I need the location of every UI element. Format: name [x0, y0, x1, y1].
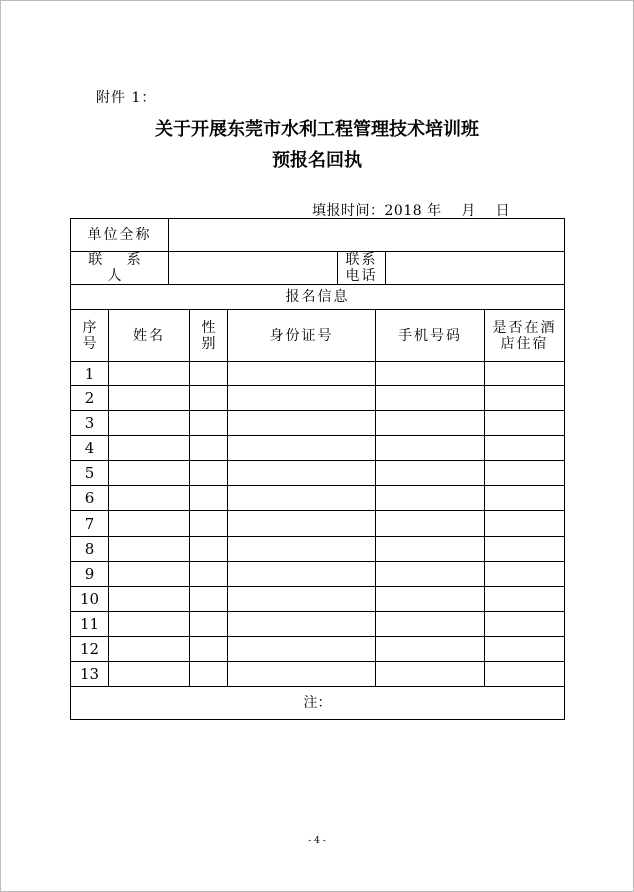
- column-header-hotel: 是否在酒 店住宿: [485, 310, 565, 362]
- column-header-gender: 性 别: [190, 310, 228, 362]
- registration-form-table: [70, 218, 565, 720]
- row-number: 1: [71, 362, 109, 386]
- gender-cell[interactable]: [190, 411, 228, 436]
- id-number-cell[interactable]: [228, 662, 376, 687]
- gender-cell[interactable]: [190, 587, 228, 612]
- table-row: [71, 461, 565, 486]
- row-number: 3: [71, 411, 109, 436]
- gender-cell[interactable]: [190, 662, 228, 687]
- name-cell[interactable]: [109, 511, 190, 537]
- name-cell[interactable]: [109, 461, 190, 486]
- name-cell[interactable]: [109, 537, 190, 562]
- hotel-cell[interactable]: [485, 436, 565, 461]
- mobile-cell[interactable]: [376, 486, 485, 511]
- mobile-cell[interactable]: [376, 362, 485, 386]
- hotel-cell[interactable]: [485, 612, 565, 637]
- mobile-cell[interactable]: [376, 411, 485, 436]
- name-cell[interactable]: [109, 587, 190, 612]
- id-number-cell[interactable]: [228, 587, 376, 612]
- table-row: [71, 386, 565, 411]
- id-number-cell[interactable]: [228, 562, 376, 587]
- contact-label: 联 系 人: [71, 252, 169, 285]
- gender-cell[interactable]: [190, 612, 228, 637]
- contact-value[interactable]: [169, 252, 338, 285]
- table-row: [71, 486, 565, 511]
- page-number: - 4 -: [308, 836, 326, 846]
- hotel-cell[interactable]: [485, 461, 565, 486]
- table-row: [71, 537, 565, 562]
- org-label: 单位全称: [71, 219, 169, 252]
- column-header-mobile: 手机号码: [376, 310, 485, 362]
- mobile-cell[interactable]: [376, 511, 485, 537]
- table-row: [71, 612, 565, 637]
- name-cell[interactable]: [109, 362, 190, 386]
- column-header-id-number: 身份证号: [228, 310, 376, 362]
- table-row: [71, 662, 565, 687]
- row-number: 10: [71, 587, 109, 612]
- phone-label: 联系电话: [338, 252, 386, 285]
- row-number: 4: [71, 436, 109, 461]
- fill-date: 填报时间：2018 年 月 日: [312, 203, 511, 219]
- name-cell[interactable]: [109, 411, 190, 436]
- hotel-cell[interactable]: [485, 511, 565, 537]
- row-number: 2: [71, 386, 109, 411]
- gender-cell[interactable]: [190, 461, 228, 486]
- table-row: [71, 587, 565, 612]
- hotel-cell[interactable]: [485, 386, 565, 411]
- name-cell[interactable]: [109, 612, 190, 637]
- hotel-cell[interactable]: [485, 411, 565, 436]
- id-number-cell[interactable]: [228, 436, 376, 461]
- column-header-seq: 序 号: [71, 310, 109, 362]
- mobile-cell[interactable]: [376, 612, 485, 637]
- hotel-cell[interactable]: [485, 486, 565, 511]
- gender-cell[interactable]: [190, 362, 228, 386]
- column-header-name: 姓名: [109, 310, 190, 362]
- id-number-cell[interactable]: [228, 511, 376, 537]
- section-header: 报名信息: [71, 285, 565, 310]
- hotel-cell[interactable]: [485, 637, 565, 662]
- hotel-cell[interactable]: [485, 537, 565, 562]
- row-number: 5: [71, 461, 109, 486]
- mobile-cell[interactable]: [376, 461, 485, 486]
- gender-cell[interactable]: [190, 511, 228, 537]
- table-row: [71, 562, 565, 587]
- mobile-cell[interactable]: [376, 587, 485, 612]
- id-number-cell[interactable]: [228, 486, 376, 511]
- hotel-cell[interactable]: [485, 362, 565, 386]
- id-number-cell[interactable]: [228, 362, 376, 386]
- table-row: [71, 411, 565, 436]
- name-cell[interactable]: [109, 486, 190, 511]
- gender-cell[interactable]: [190, 386, 228, 411]
- phone-value[interactable]: [386, 252, 565, 285]
- name-cell[interactable]: [109, 436, 190, 461]
- mobile-cell[interactable]: [376, 436, 485, 461]
- row-number: 6: [71, 486, 109, 511]
- note-label: 注：: [71, 687, 565, 720]
- id-number-cell[interactable]: [228, 612, 376, 637]
- name-cell[interactable]: [109, 386, 190, 411]
- table-row: [71, 637, 565, 662]
- row-number: 7: [71, 511, 109, 537]
- id-number-cell[interactable]: [228, 386, 376, 411]
- table-row: [71, 362, 565, 386]
- table-row: [71, 511, 565, 537]
- row-number: 13: [71, 662, 109, 687]
- row-number: 8: [71, 537, 109, 562]
- gender-cell[interactable]: [190, 562, 228, 587]
- mobile-cell[interactable]: [376, 637, 485, 662]
- mobile-cell[interactable]: [376, 562, 485, 587]
- hotel-cell[interactable]: [485, 562, 565, 587]
- row-number: 12: [71, 637, 109, 662]
- mobile-cell[interactable]: [376, 662, 485, 687]
- name-cell[interactable]: [109, 562, 190, 587]
- table-row: [71, 436, 565, 461]
- gender-cell[interactable]: [190, 637, 228, 662]
- mobile-cell[interactable]: [376, 386, 485, 411]
- attachment-label: 附件 1：: [96, 90, 157, 106]
- hotel-cell[interactable]: [485, 587, 565, 612]
- id-number-cell[interactable]: [228, 637, 376, 662]
- document-subtitle: 预报名回执: [272, 150, 362, 171]
- id-number-cell[interactable]: [228, 461, 376, 486]
- gender-cell[interactable]: [190, 436, 228, 461]
- hotel-cell[interactable]: [485, 662, 565, 687]
- name-cell[interactable]: [109, 637, 190, 662]
- document-title: 关于开展东莞市水利工程管理技术培训班: [155, 119, 479, 140]
- mobile-cell[interactable]: [376, 537, 485, 562]
- name-cell[interactable]: [109, 662, 190, 687]
- id-number-cell[interactable]: [228, 537, 376, 562]
- id-number-cell[interactable]: [228, 411, 376, 436]
- gender-cell[interactable]: [190, 486, 228, 511]
- org-value[interactable]: [169, 219, 565, 252]
- row-number: 11: [71, 612, 109, 637]
- row-number: 9: [71, 562, 109, 587]
- gender-cell[interactable]: [190, 537, 228, 562]
